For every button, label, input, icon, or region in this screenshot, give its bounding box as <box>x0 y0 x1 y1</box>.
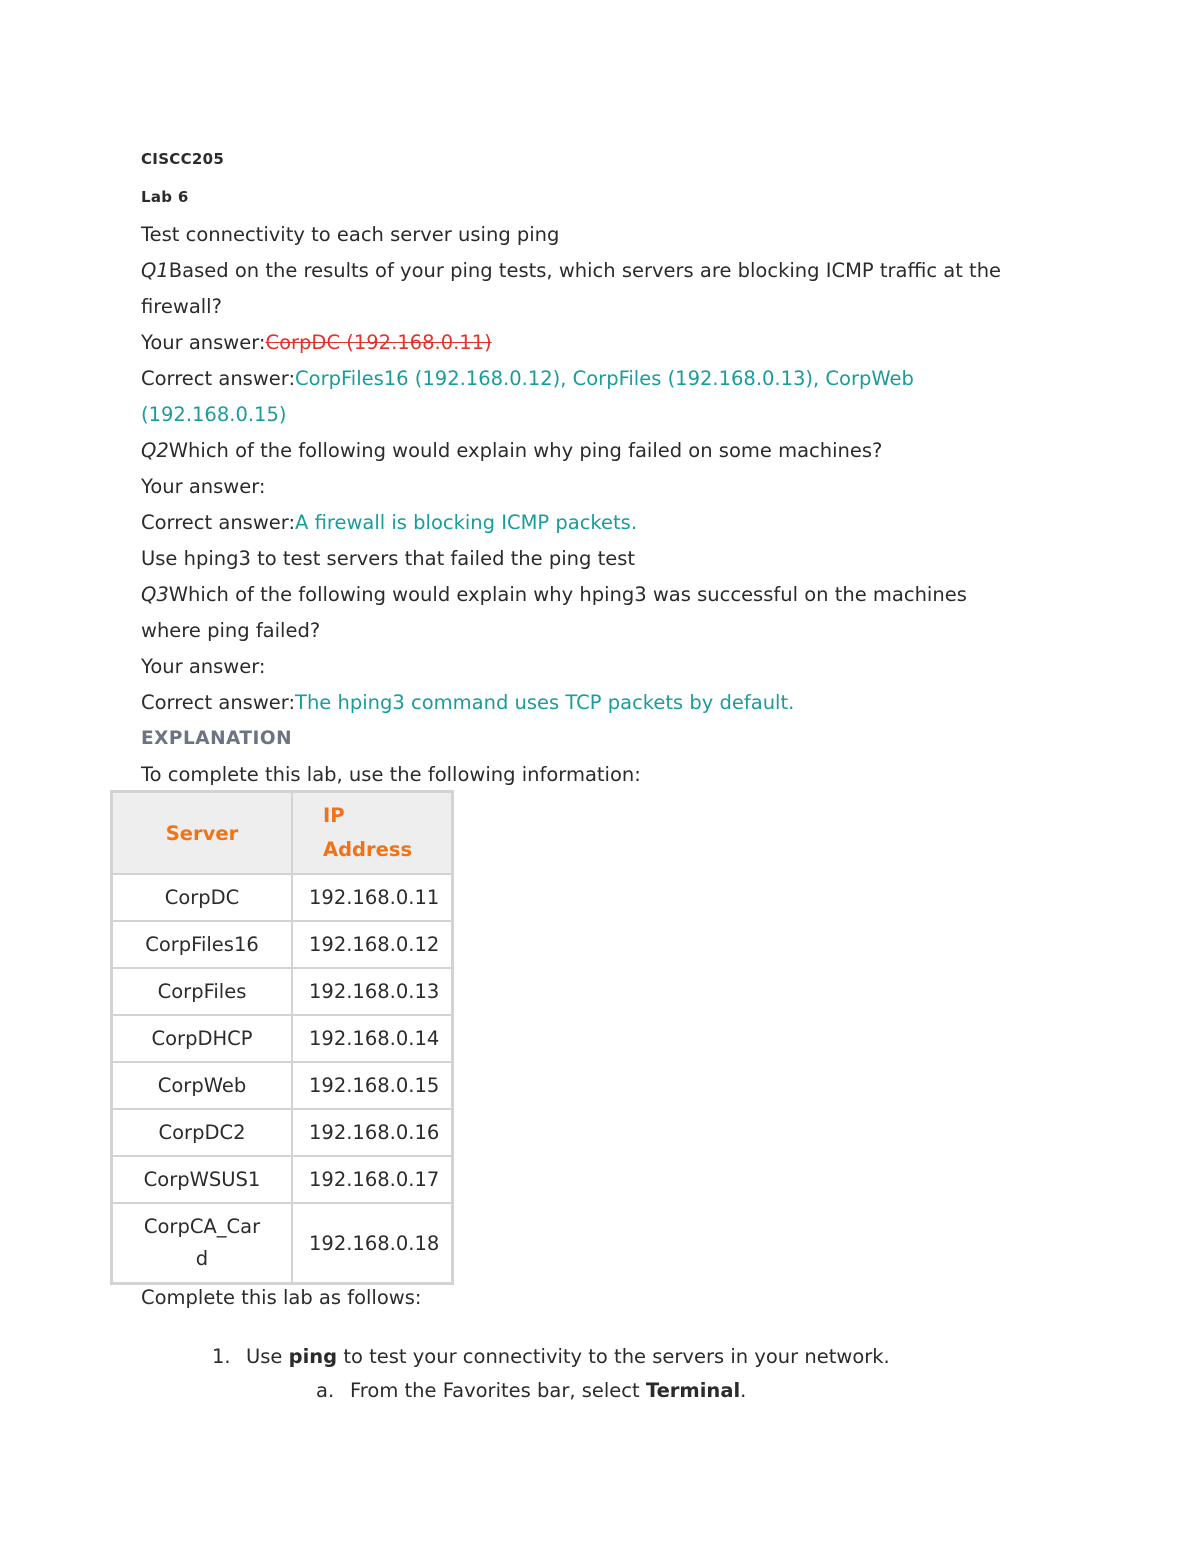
q1-correct-value: CorpFiles16 (192.168.0.12), CorpFiles (192.168.0.13), CorpWeb <box>295 367 914 390</box>
q3-your-answer: Your answer: <box>141 655 266 678</box>
q1-your-answer <box>141 325 1101 361</box>
header-ip: IP <box>323 804 345 827</box>
q3-correct-value: The hping3 command uses TCP packets by default. <box>295 691 795 714</box>
server-cell: CorpWeb <box>112 1062 293 1109</box>
header-server: Server <box>112 792 293 875</box>
server-ip-table <box>110 790 454 1285</box>
server-cell: CorpFiles16 <box>112 921 293 968</box>
q2-correct-label: Correct answer: <box>141 511 296 534</box>
table-row <box>112 921 453 968</box>
step1-post: to test your connectivity to the servers in your network. <box>337 1345 890 1368</box>
step1-pre: Use <box>246 1345 289 1368</box>
ip-cell: 192.168.0.15 <box>292 1062 452 1109</box>
q2-number: Q2 <box>141 439 169 462</box>
q1-your-value: CorpDC (192.168.0.11) <box>265 331 492 354</box>
list-item <box>316 1373 746 1409</box>
q3-correct-label: Correct answer: <box>141 691 296 714</box>
table-row <box>112 1203 453 1284</box>
q3-text-cont: where ping failed? <box>141 619 321 642</box>
q1-correct-label: Correct answer: <box>141 367 296 390</box>
q1-correct-cont: (192.168.0.15) <box>141 403 287 426</box>
q3-correct-answer <box>141 685 1101 721</box>
ip-cell: 192.168.0.12 <box>292 921 452 968</box>
course-code: CISCC205 <box>141 150 225 168</box>
ip-cell: 192.168.0.13 <box>292 968 452 1015</box>
explanation-intro: To complete this lab, use the following information: <box>141 763 641 786</box>
document-body <box>141 140 1101 793</box>
step1-bold: ping <box>288 1345 338 1368</box>
ip-cell: 192.168.0.18 <box>292 1203 452 1284</box>
table-row <box>112 1109 453 1156</box>
list-item <box>212 1339 890 1375</box>
list-marker: a. <box>316 1379 335 1402</box>
intro-hping3: Use hping3 to test servers that failed the ping test <box>141 547 636 570</box>
intro-ping: Test connectivity to each server using ping <box>141 223 560 246</box>
explanation-heading: EXPLANATION <box>141 728 293 749</box>
server-cell: CorpDHCP <box>112 1015 293 1062</box>
table-header-row <box>112 792 453 875</box>
table-row <box>112 1156 453 1203</box>
q2-correct-value: A firewall is blocking ICMP packets. <box>295 511 638 534</box>
server-cell: CorpFiles <box>112 968 293 1015</box>
q1-text: Based on the results of your ping tests, which servers are blocking ICMP traffic at the <box>168 259 1002 282</box>
table-row <box>112 968 453 1015</box>
list-marker: 1. <box>212 1345 231 1368</box>
question-2 <box>141 433 1101 469</box>
q2-text: Which of the following would explain why ping failed on some machines? <box>168 439 883 462</box>
header-ip-address <box>292 792 452 875</box>
ip-cell: 192.168.0.16 <box>292 1109 452 1156</box>
ip-cell: 192.168.0.17 <box>292 1156 452 1203</box>
complete-intro: Complete this lab as follows: <box>141 1286 422 1309</box>
server-name-part: CorpCA_Car <box>143 1215 261 1238</box>
server-name-wrap: d <box>195 1247 209 1270</box>
server-cell: CorpDC <box>112 874 293 921</box>
server-cell: CorpWSUS1 <box>112 1156 293 1203</box>
table-row <box>112 1015 453 1062</box>
table-row <box>112 874 453 921</box>
q2-your-answer: Your answer: <box>141 475 266 498</box>
q1-your-label: Your answer: <box>141 331 266 354</box>
q3-text: Which of the following would explain why hping3 was successful on the machines <box>168 583 967 606</box>
q3-number: Q3 <box>141 583 169 606</box>
q2-correct-answer <box>141 505 1101 541</box>
lab-number: Lab 6 <box>141 188 189 206</box>
question-1 <box>141 253 1101 289</box>
question-3 <box>141 577 1101 613</box>
server-cell: CorpDC2 <box>112 1109 293 1156</box>
step1a-pre: From the Favorites bar, select <box>350 1379 646 1402</box>
q1-correct-answer <box>141 361 1101 397</box>
server-cell <box>112 1203 293 1284</box>
step1a-post: . <box>740 1379 747 1402</box>
q1-number: Q1 <box>141 259 169 282</box>
table-row <box>112 1062 453 1109</box>
header-address: Address <box>323 838 413 861</box>
step1a-bold: Terminal <box>645 1379 741 1402</box>
ip-cell: 192.168.0.14 <box>292 1015 452 1062</box>
q1-text-cont: firewall? <box>141 295 222 318</box>
ip-cell: 192.168.0.11 <box>292 874 452 921</box>
